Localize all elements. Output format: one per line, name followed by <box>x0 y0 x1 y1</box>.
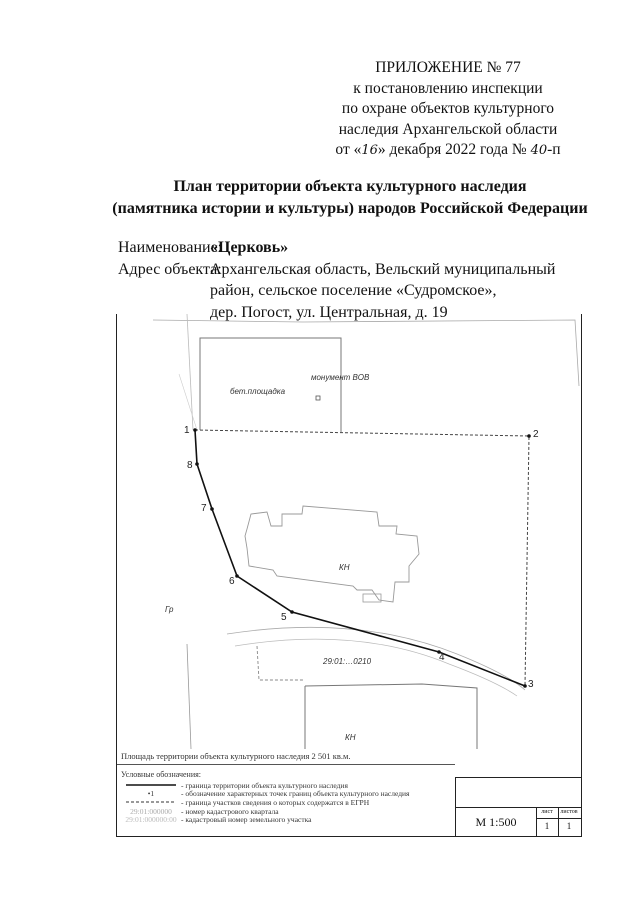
appendix-line2: к постановлению инспекции <box>353 79 543 97</box>
building-kn-label: КН <box>339 563 350 572</box>
name-label: Наименование: <box>118 239 223 256</box>
gr-label: Гр <box>165 605 174 614</box>
address-row <box>118 259 555 281</box>
date-day: 16 <box>361 143 378 158</box>
address-line1: Архангельская область, Вельский муниципальный <box>210 260 556 278</box>
address-label: Адрес объекта: <box>118 260 222 278</box>
faint-boundary-left <box>187 314 193 430</box>
legend-quarter-symbol: 29:01:000000 <box>130 806 172 816</box>
legend-dashed-line-symbol <box>126 800 176 804</box>
site-plan-map <box>117 314 581 749</box>
faint-line <box>179 374 197 430</box>
legend-item-quarter: 29:01:000000 - номер кадастрового квартала <box>121 807 410 816</box>
point-1-label: 1 <box>184 425 190 436</box>
point-5-marker <box>290 610 294 614</box>
sheet-number: 1 <box>544 821 550 831</box>
appendix-header <box>318 58 578 162</box>
date-middle: » декабря 2022 года № <box>377 141 531 158</box>
monument-marker <box>316 396 320 400</box>
point-6-marker <box>235 574 239 578</box>
point-5-label: 5 <box>281 612 287 623</box>
legend-point-symbol: •1 <box>147 789 155 799</box>
point-8-marker <box>195 462 199 466</box>
object-info <box>118 237 555 323</box>
area-statement: Площадь территории объекта культурного наследия 2 501 кв.м. <box>121 751 351 761</box>
point-7-label: 7 <box>201 503 207 514</box>
legend-item-egrn: - граница участков сведения о которых содержатся в ЕГРН <box>121 798 410 807</box>
point-3-marker <box>523 684 527 688</box>
appendix-line4: наследия Архангельской области <box>338 120 558 138</box>
parcel-boundary-egrn <box>195 430 529 686</box>
plan-frame <box>116 314 582 837</box>
scale-label: М 1:500 <box>456 807 537 836</box>
title-line1: План территории объекта культурного наследия <box>173 178 527 195</box>
parcel-kn-bottom <box>305 684 477 749</box>
church-outline <box>245 506 419 602</box>
parcel-kn-label: КН <box>345 733 356 742</box>
appendix-line3: по охране объектов культурного <box>341 100 555 117</box>
date-prefix: от « <box>335 141 362 158</box>
parcel-lower-left <box>257 646 303 680</box>
point-3-label: 3 <box>528 679 534 690</box>
document-title <box>60 176 640 220</box>
title-line2: (памятника истории и культуры) народов Российской Федерации <box>112 200 588 217</box>
appendix-date <box>318 140 578 162</box>
sheets-total: 1 <box>566 821 572 831</box>
monument-label: монумент ВОВ <box>311 373 370 382</box>
point-4-label: 4 <box>439 652 445 663</box>
address-row-2 <box>118 280 555 302</box>
sheets-label: листов <box>560 809 578 815</box>
quarter-number-label: 29:01:…0210 <box>323 657 372 666</box>
address-line3: дер. Погост, ул. Центральная, д. 19 <box>210 303 448 321</box>
platform-label: бет.площадка <box>230 387 286 396</box>
legend-title: Условные обозначения: <box>121 770 202 779</box>
platform-outline <box>200 338 341 432</box>
heritage-boundary-line <box>195 430 525 686</box>
point-2-label: 2 <box>533 429 539 440</box>
road-edge-1 <box>227 627 525 690</box>
point-2-marker <box>527 434 531 438</box>
legend-item-boundary: - граница территории объекта культурного наследия <box>121 781 410 790</box>
name-value: «Церковь» <box>210 239 289 256</box>
point-7-marker <box>210 507 214 511</box>
legend-item-parcel: 29:01:000000:00 - кадастровый номер земельного участка <box>121 815 410 824</box>
legend-solid-line-symbol <box>126 783 176 787</box>
point-6-label: 6 <box>229 576 235 587</box>
point-8-label: 8 <box>187 460 193 471</box>
legend-parcel-symbol: 29:01:000000:00 <box>125 815 177 825</box>
date-suffix: -п <box>547 141 561 158</box>
decree-number: 40 <box>530 143 548 158</box>
address-line2: район, сельское поселение «Судромское», <box>210 282 497 299</box>
legend <box>121 781 410 824</box>
point-1-marker <box>193 428 197 432</box>
faint-boundary-lower <box>187 644 191 749</box>
legend-divider <box>117 764 455 765</box>
sheet-label: лист <box>541 809 553 815</box>
porch-outline <box>363 594 381 602</box>
sheet-columns <box>536 807 581 836</box>
name-row <box>118 237 555 259</box>
legend-item-points: •1 - обозначение характерных точек границ объекта культурного наследия <box>121 790 410 799</box>
title-block-stamp <box>455 777 581 836</box>
appendix-number: ПРИЛОЖЕНИЕ № 77 <box>375 59 521 76</box>
